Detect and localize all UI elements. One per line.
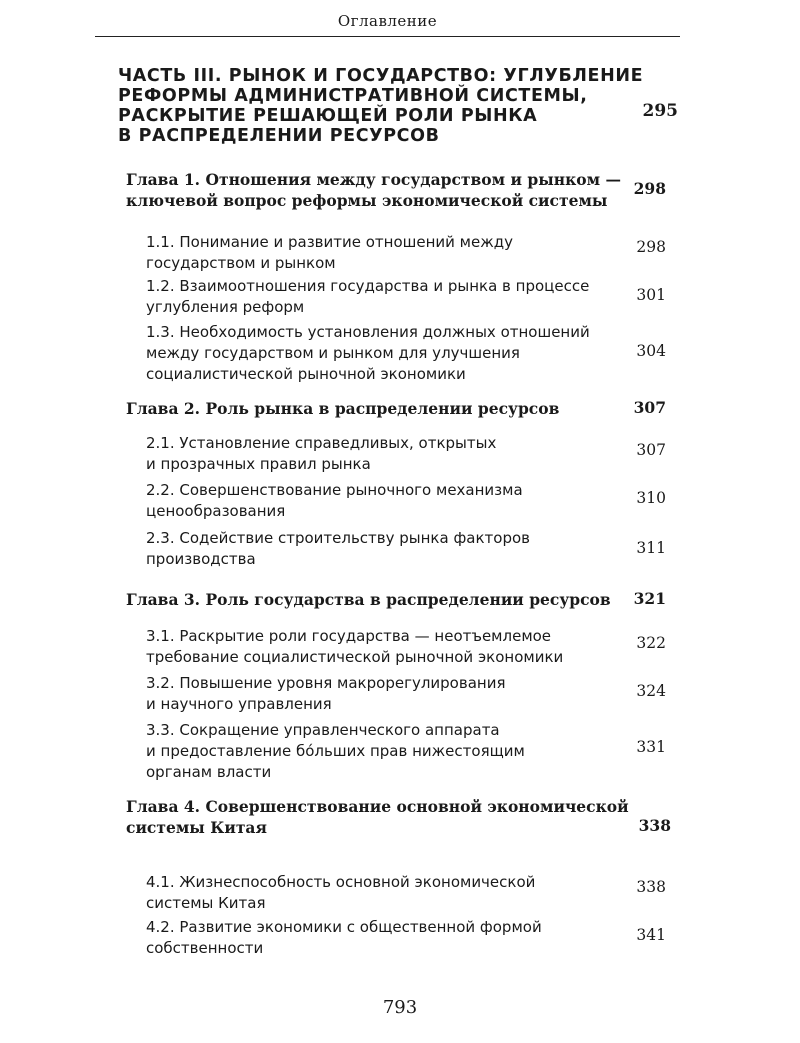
section-title xyxy=(146,528,576,570)
page-number: 338 xyxy=(636,878,666,896)
page-number: 331 xyxy=(636,738,666,756)
section-title-line: между государством и рынком для улучшения xyxy=(146,344,520,362)
chapter-title xyxy=(126,398,596,419)
section-title-line: собственности xyxy=(146,939,264,957)
chapter-title-line: Глава 4. Совершенствование основной экономической xyxy=(126,797,629,816)
section-title-line: ценообразования xyxy=(146,502,286,520)
page-number: 321 xyxy=(633,589,666,608)
part-title-line: ЧАСТЬ III. РЫНОК И ГОСУДАРСТВО: УГЛУБЛЕНИЕ xyxy=(118,66,644,86)
page-number: 304 xyxy=(636,342,666,360)
page-number: 311 xyxy=(636,539,666,557)
section-title-line: 3.2. Повышение уровня макрорегулирования xyxy=(146,674,506,692)
section-title xyxy=(146,322,590,385)
section-title-line: и научного управления xyxy=(146,695,332,713)
section-title-line: и предоставление бóльших прав нижестоящим xyxy=(146,742,525,760)
page-number: 310 xyxy=(636,489,666,507)
chapter-title xyxy=(126,796,629,838)
section-title-line: 1.3. Необходимость установления должных отношений xyxy=(146,323,590,341)
page-number: 322 xyxy=(636,634,666,652)
part-title xyxy=(118,66,658,146)
section-title-line: 2.1. Установление справедливых, открытых xyxy=(146,434,497,452)
section-title-line: органам власти xyxy=(146,763,272,781)
section-title-line: 2.2. Совершенствование рыночного механизма xyxy=(146,481,523,499)
section-title-line: 1.1. Понимание и развитие отношений между xyxy=(146,233,513,251)
chapter-title-line: Глава 1. Отношения между государством и рынком — xyxy=(126,170,622,189)
section-title-line: 3.1. Раскрытие роли государства — неотъемлемое xyxy=(146,627,552,645)
page-number: 298 xyxy=(633,179,666,198)
section-title xyxy=(146,917,576,959)
section-title xyxy=(146,232,576,274)
page-number: 324 xyxy=(636,682,666,700)
page-number: 307 xyxy=(633,398,666,417)
section-title-line: 4.2. Развитие экономики с общественной формой xyxy=(146,918,542,936)
section-title xyxy=(146,276,590,318)
page-number: 295 xyxy=(642,101,678,121)
section-title xyxy=(146,673,576,715)
section-title xyxy=(146,626,576,668)
chapter-title xyxy=(126,589,611,610)
section-title xyxy=(146,480,576,522)
section-title-line: углубления реформ xyxy=(146,298,305,316)
page-number: 338 xyxy=(638,816,671,835)
page-number: 341 xyxy=(636,926,666,944)
part-title-line: В РАСПРЕДЕЛЕНИИ РЕСУРСОВ xyxy=(118,126,440,146)
section-title-line: и прозрачных правил рынка xyxy=(146,455,371,473)
chapter-title-line: системы Китая xyxy=(126,818,267,837)
page-number: 298 xyxy=(636,238,666,256)
page-number: 307 xyxy=(636,441,666,459)
chapter-title-line: Глава 2. Роль рынка в распределении ресурсов xyxy=(126,399,560,418)
chapter-title-line: ключевой вопрос реформы экономической системы xyxy=(126,191,608,210)
folio-page-number: 793 xyxy=(382,997,418,1018)
section-title xyxy=(146,872,576,914)
section-title xyxy=(146,720,576,783)
section-title-line: социалистической рыночной экономики xyxy=(146,365,466,383)
section-title-line: 1.2. Взаимоотношения государства и рынка в процессе xyxy=(146,277,590,295)
part-title-line: РАСКРЫТИЕ РЕШАЮЩЕЙ РОЛИ РЫНКА xyxy=(118,106,538,126)
chapter-title xyxy=(126,169,622,211)
section-title-line: 3.3. Сокращение управленческого аппарата xyxy=(146,721,500,739)
running-header: Оглавление xyxy=(337,12,438,30)
section-title-line: 2.3. Содействие строительству рынка факторов xyxy=(146,529,530,547)
part-title-line: РЕФОРМЫ АДМИНИСТРАТИВНОЙ СИСТЕМЫ, xyxy=(118,86,588,106)
page-number: 301 xyxy=(636,286,666,304)
section-title-line: государством и рынком xyxy=(146,254,336,272)
section-title-line: требование социалистической рыночной экономики xyxy=(146,648,564,666)
section-title-line: 4.1. Жизнеспособность основной экономической xyxy=(146,873,536,891)
chapter-title-line: Глава 3. Роль государства в распределении ресурсов xyxy=(126,590,611,609)
section-title-line: производства xyxy=(146,550,256,568)
section-title-line: системы Китая xyxy=(146,894,266,912)
section-title xyxy=(146,433,576,475)
